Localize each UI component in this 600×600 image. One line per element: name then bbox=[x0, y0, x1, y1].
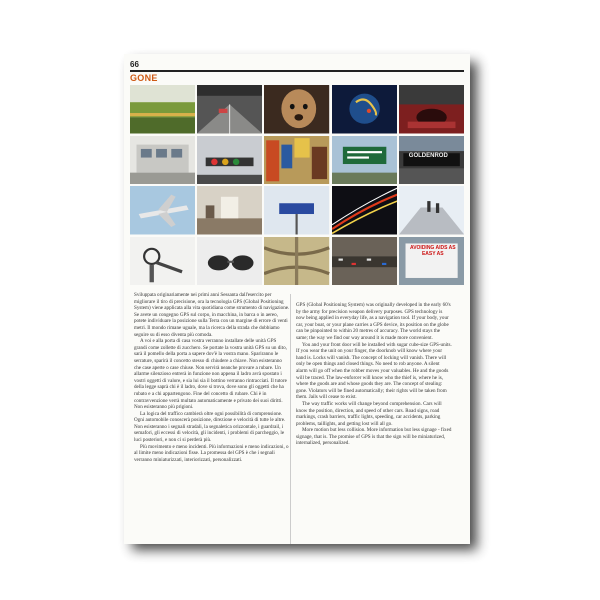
photo-parking-garage bbox=[197, 85, 262, 134]
english-paragraph: GPS (Global Positioning System) was originally developed in the early 60's by the army for precision weapon delivery purposes. GPS technology is now being applied in everyday life, as a navigation tool. If your body, your car, your boat, or your plane carries a GPS device, its position on the globe can be pinpointed to within 20 metres of accuracy. The world stays the same; the way we find our way around it is made more convenient. bbox=[296, 302, 451, 341]
italian-column bbox=[134, 292, 290, 463]
photo-highway-sign bbox=[332, 136, 397, 185]
photo-airplane bbox=[130, 186, 195, 235]
english-column bbox=[296, 302, 452, 447]
italian-paragraph: La logica del traffico cambierà oltre ogni possibilità di comprensione. Ogni automobile conoscerà posizione, direzione e velocità di tutte le altre. Non esisteranno i segnali stradali, la segnaletica orizzontale, i guardrail, i semafori, gli eccessi di velocità, gli incidenti, i problemi di parcheggio, le luci posteriori, e non ci si perderà più. bbox=[134, 410, 286, 444]
english-paragraph: You and your front door will be installed with sugar cube-size GPS-units. If you wear the unit on your finger, the doorknob will know where your hand is. Locks will vanish. The concept of locking will vanish. There will only be open things and closed things. No need to rob anyone. A silent alarm will go off when the robber moves your valuables. He and the goods will be traced. The law-enforcer will know who the thief is, where he is, where the goods are and whose goods they are. The concept of stealing: gone. Violators will be fined automatically; their rights will be taken from them. Jails will cease to exist. bbox=[296, 341, 452, 401]
photo-traffic-aerial bbox=[332, 237, 397, 286]
italian-paragraph: Più movimento e meno incidenti. Più informazioni e meno indicazioni, o al limite meno indicazioni fisse. La promessa del GPS è che i segnali verranno miniaturizzati, interiorizzati, personalizzati. bbox=[134, 443, 289, 463]
english-paragraph: The way traffic works will change beyond comprehension. Cars will know the position, direction, and speed of other cars. Road signs, road markings, crash barriers, traffic lights, speeding, car accidents, parking problems, taillights, and getting lost will all go. bbox=[296, 400, 442, 427]
photo-landscape-field bbox=[130, 85, 195, 134]
photo-satellite-map bbox=[332, 85, 397, 134]
english-paragraph: More motion but less collision. More information but less signage - fixed signage, that is. The promise of GPS is that the sign will be miniaturized, internalized, personalized. bbox=[296, 427, 452, 447]
photo-interior-room bbox=[197, 186, 262, 235]
aids-sign-text: AVOIDING AIDS AS EASY AS bbox=[409, 244, 456, 257]
photo-avoiding-aids-sign bbox=[399, 237, 464, 286]
photo-road-sign-blue bbox=[264, 186, 329, 235]
page-number: 66 bbox=[130, 60, 139, 69]
street-sign-text: GOLDENROD bbox=[408, 152, 448, 159]
photo-building-exterior bbox=[130, 136, 195, 185]
photo-car-interior bbox=[399, 85, 464, 134]
photo-sunglasses bbox=[197, 237, 262, 286]
section-title: GONE bbox=[130, 73, 158, 83]
photo-highway-interchange bbox=[264, 237, 329, 286]
column-divider bbox=[290, 294, 291, 544]
magazine-page bbox=[124, 54, 470, 544]
italian-paragraph: A voi e alla porta di casa vostra verranno installate delle unità GPS grandi come zollette di zucchero. Se portate la vostra unità GPS su un dito, sarà il pomello della porta a sapere dov'è la vostra mano. Spariranno le serrature, sparirà il concetto stesso di chiudere a chiave. Non esisteranno che case aperte o case chiuse. Non servirà neanche provare a rubare. Un allarme silenzioso entrerà in funzione non appena il ladro avrà spostato i vostri oggetti di valore, e sia lui sia il bottino verranno rintracciati. Il tutore della legge saprà chi è il ladro, dove si trova, dove sono gli oggetti che ha rubato e a chi appartengono. Fine del concetto di rubare. Chi è in contravvenzione verrà multato automaticamente e privato dei suoi diritti. Non esisteranno più prigioni. bbox=[134, 338, 287, 411]
italian-paragraph: Sviluppata originariamente nei primi anni Sessanta dall'esercito per migliorare il tiro di precisione, ora la tecnologia GPS (Global Positioning System) viene applicata alla vita quotidiana come strumento di navigazione. Se avete un congegno GPS sul corpo, in macchina, in barca o in aereo, potete individuare la posizione sulla Terra con un margine di errore di venti metri. Il mondo rimane uguale, ma la ricerca della strada che dobbiamo seguire su di esso diventa più comoda. bbox=[134, 292, 290, 338]
photo-grid bbox=[130, 85, 464, 285]
photo-night-traffic bbox=[332, 186, 397, 235]
photo-traffic-light bbox=[197, 136, 262, 185]
photo-walkway-people bbox=[399, 186, 464, 235]
photo-city-signs bbox=[264, 136, 329, 185]
photo-keys bbox=[130, 237, 195, 286]
header-rule bbox=[130, 70, 464, 72]
photo-dog bbox=[264, 85, 329, 134]
photo-street-sign bbox=[399, 136, 464, 185]
